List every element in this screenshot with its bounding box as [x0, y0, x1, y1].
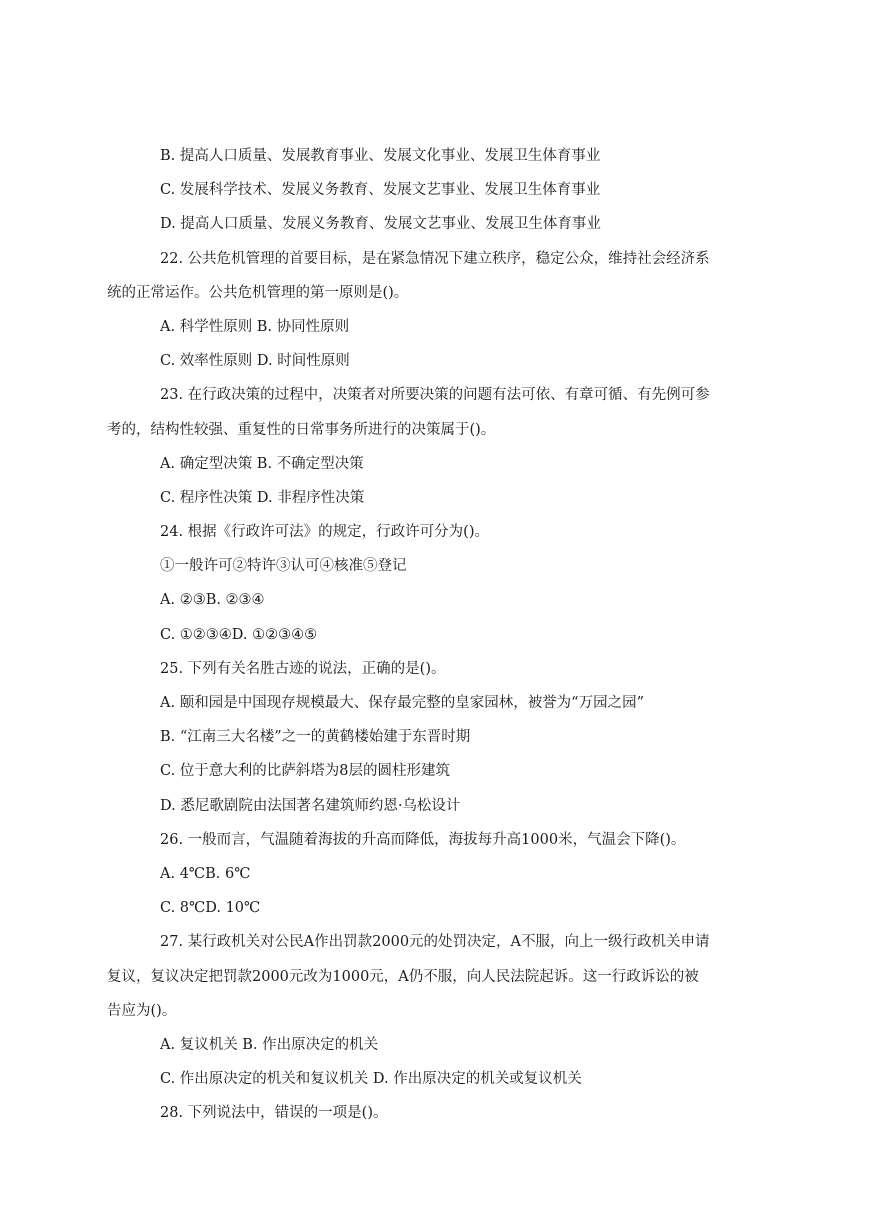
exam-questions: [107, 139, 720, 1130]
option-line: C. 程序性决策 D. 非程序性决策: [160, 489, 365, 506]
option-line: C. 发展科学技术、发展义务教育、发展文艺事业、发展卫生体育事业: [160, 182, 601, 199]
question-22: 22. 公共危机管理的首要目标，是在紧急情况下建立秩序，稳定公众，维持社会经济系: [160, 250, 710, 267]
option-line: ①一般许可②特许③认可④核准⑤登记: [160, 558, 407, 575]
question-27-continued: 告应为()。: [107, 1002, 177, 1019]
question-26: 26. 一般而言，气温随着海拔的升高而降低，海拔每升高1000米，气温会下降()。: [160, 831, 686, 848]
option-line: C. 8℃D. 10℃: [160, 900, 261, 917]
question-24: 24. 根据《行政许可法》的规定，行政许可分为()。: [160, 524, 489, 541]
option-line: C. 效率性原则 D. 时间性原则: [160, 353, 350, 370]
question-23-continued: 考的，结构性较强、重复性的日常事务所进行的决策属于()。: [107, 421, 496, 438]
option-line: A. 复议机关 B. 作出原决定的机关: [160, 1036, 379, 1053]
option-line: C. 位于意大利的比萨斜塔为8层的圆柱形建筑: [160, 763, 451, 780]
question-27-continued: 复议，复议决定把罚款2000元改为1000元，A仍不服，向人民法院起诉。这一行政诉讼的被: [107, 968, 699, 985]
option-line: C. ①②③④D. ①②③④⑤: [160, 626, 318, 643]
option-line: B. 提高人口质量、发展教育事业、发展文化事业、发展卫生体育事业: [160, 148, 601, 164]
option-line: A. 确定型决策 B. 不确定型决策: [160, 455, 364, 472]
option-line: A. 颐和园是中国现存规模最大、保存最完整的皇家园林，被誉为“万园之园”: [160, 695, 645, 711]
option-line: B. “江南三大名楼”之一的黄鹤楼始建于东晋时期: [160, 729, 471, 746]
question-28: 28. 下列说法中，错误的一项是()。: [160, 1105, 388, 1122]
question-27: 27. 某行政机关对公民A作出罚款2000元的处罚决定，A不服，向上一级行政机关申请: [160, 934, 710, 951]
question-25: 25. 下列有关名胜古迹的说法，正确的是()。: [160, 660, 446, 677]
option-line: D. 悉尼歌剧院由法国著名建筑师约恩·乌松设计: [160, 797, 461, 814]
question-23: 23. 在行政决策的过程中，决策者对所要决策的问题有法可依、有章可循、有先例可参: [160, 387, 710, 404]
option-line: A. 4℃B. 6℃: [160, 865, 251, 882]
option-line: A. ②③B. ②③④: [160, 592, 265, 609]
option-line: C. 作出原决定的机关和复议机关 D. 作出原决定的机关或复议机关: [160, 1071, 582, 1088]
option-line: D. 提高人口质量、发展义务教育、发展文艺事业、发展卫生体育事业: [160, 216, 601, 233]
question-22-continued: 统的正常运作。公共危机管理的第一原则是()。: [107, 284, 409, 301]
option-line: A. 科学性原则 B. 协同性原则: [160, 318, 350, 335]
